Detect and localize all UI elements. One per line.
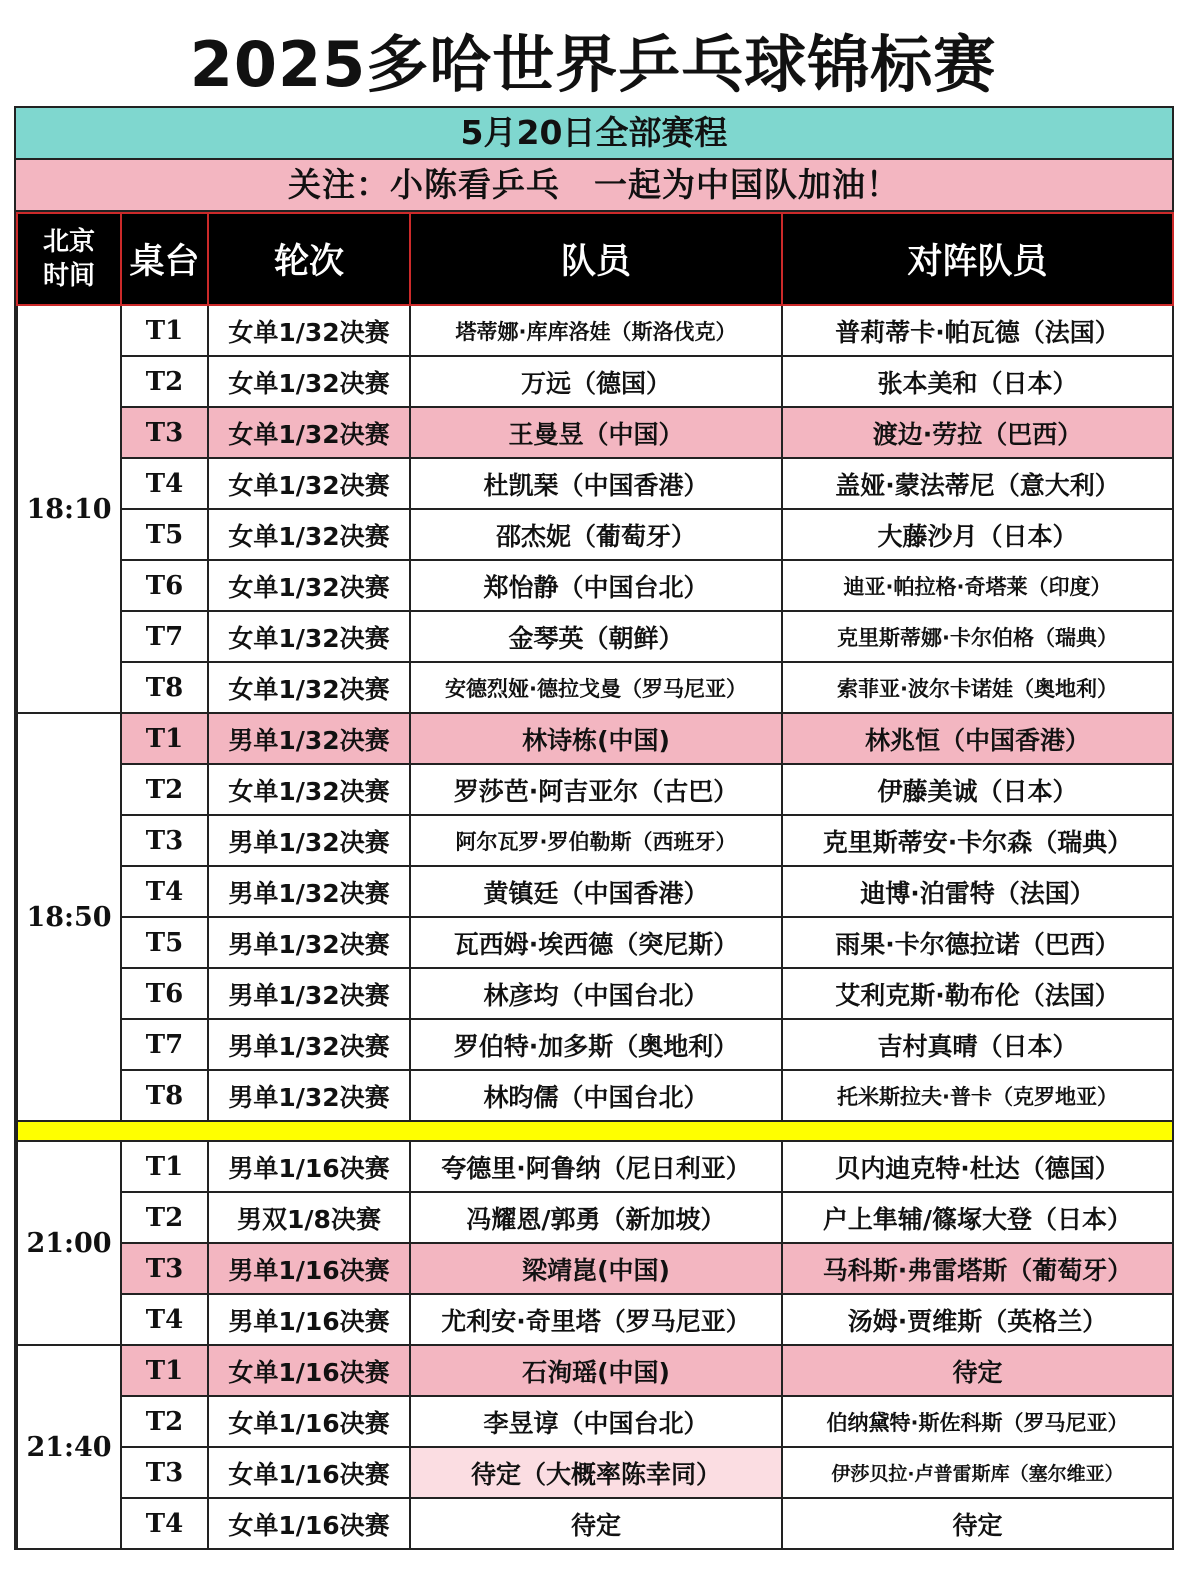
match-opponent: 渡边·劳拉（巴西） [782,407,1173,458]
match-table: T4 [121,866,208,917]
match-player: 郑怡静（中国台北） [410,560,782,611]
match-row [17,611,1173,662]
match-round: 男单1/32决赛 [208,866,410,917]
match-round: 女单1/32决赛 [208,509,410,560]
match-round: 女单1/32决赛 [208,662,410,713]
match-round: 男双1/8决赛 [208,1192,410,1243]
match-round: 女单1/32决赛 [208,305,410,356]
match-player: 石洵瑶(中国) [410,1345,782,1396]
match-player: 杜凯琹（中国香港） [410,458,782,509]
match-player: 罗伯特·加多斯（奥地利） [410,1019,782,1070]
match-player: 尤利安·奇里塔（罗马尼亚） [410,1294,782,1345]
match-table: T2 [121,1396,208,1447]
match-player: 梁靖崑(中国) [410,1243,782,1294]
match-round: 女单1/16决赛 [208,1345,410,1396]
match-player: 邵杰妮（葡萄牙） [410,509,782,560]
header-table: 桌台 [121,213,208,305]
match-table: T7 [121,611,208,662]
match-table: T3 [121,1447,208,1498]
match-round: 男单1/16决赛 [208,1141,410,1192]
match-opponent: 迪亚·帕拉格·奇塔莱（印度） [782,560,1173,611]
match-player: 林诗栋(中国) [410,713,782,764]
match-row [17,1141,1173,1192]
match-row [17,866,1173,917]
match-table: T2 [121,356,208,407]
match-table: T2 [121,1192,208,1243]
match-row [17,509,1173,560]
match-opponent: 伊莎贝拉·卢普雷斯库（塞尔维亚） [782,1447,1173,1498]
header-time-line2: 时间 [42,261,95,291]
section-divider [17,1121,1173,1141]
match-row [17,917,1173,968]
header-time-line1: 北京 [42,227,95,257]
match-player: 待定（大概率陈幸同） [410,1447,782,1498]
match-opponent: 汤姆·贾维斯（英格兰） [782,1294,1173,1345]
match-round: 男单1/32决赛 [208,917,410,968]
match-table: T3 [121,1243,208,1294]
match-row [17,1070,1173,1121]
match-player: 黄镇廷（中国香港） [410,866,782,917]
match-table: T1 [121,713,208,764]
match-player: 夸德里·阿鲁纳（尼日利亚） [410,1141,782,1192]
match-table: T4 [121,1498,208,1549]
match-row [17,662,1173,713]
match-row [17,1396,1173,1447]
schedule-frame [14,106,1174,1550]
match-round: 女单1/16决赛 [208,1447,410,1498]
match-opponent: 克里斯蒂安·卡尔森（瑞典） [782,815,1173,866]
match-row [17,815,1173,866]
match-table: T6 [121,560,208,611]
date-banner: 5月20日全部赛程 [16,108,1172,160]
match-opponent: 托米斯拉夫·普卡（克罗地亚） [782,1070,1173,1121]
match-opponent: 吉村真晴（日本） [782,1019,1173,1070]
match-opponent: 待定 [782,1345,1173,1396]
match-table: T5 [121,509,208,560]
match-opponent: 伊藤美诚（日本） [782,764,1173,815]
match-opponent: 克里斯蒂娜·卡尔伯格（瑞典） [782,611,1173,662]
match-player: 万远（德国） [410,356,782,407]
match-row [17,305,1173,356]
match-round: 男单1/32决赛 [208,1070,410,1121]
match-row [17,968,1173,1019]
match-round: 女单1/32决赛 [208,407,410,458]
match-table: T6 [121,968,208,1019]
match-player: 阿尔瓦罗·罗伯勒斯（西班牙） [410,815,782,866]
match-table: T4 [121,458,208,509]
match-table: T8 [121,662,208,713]
time-slot: 21:00 [17,1141,121,1345]
match-row [17,560,1173,611]
match-opponent: 大藤沙月（日本） [782,509,1173,560]
match-table: T5 [121,917,208,968]
match-opponent: 索菲亚·波尔卡诺娃（奥地利） [782,662,1173,713]
match-table: T7 [121,1019,208,1070]
page-title: 2025多哈世界乒乓球锦标赛 [189,28,997,101]
match-opponent: 艾利克斯·勒布伦（法国） [782,968,1173,1019]
match-player: 林昀儒（中国台北） [410,1070,782,1121]
match-table: T1 [121,305,208,356]
match-opponent: 迪博·泊雷特（法国） [782,866,1173,917]
match-opponent: 贝内迪克特·杜达（德国） [782,1141,1173,1192]
match-opponent: 林兆恒（中国香港） [782,713,1173,764]
notice-banner: 关注：小陈看乒乓 一起为中国队加油！ [16,160,1172,212]
match-row [17,407,1173,458]
match-round: 女单1/32决赛 [208,560,410,611]
match-row [17,1294,1173,1345]
time-slot: 21:40 [17,1345,121,1549]
match-opponent: 雨果·卡尔德拉诺（巴西） [782,917,1173,968]
match-opponent: 盖娅·蒙法蒂尼（意大利） [782,458,1173,509]
header-opponent: 对阵队员 [782,213,1173,305]
time-slot: 18:50 [17,713,121,1121]
match-opponent: 张本美和（日本） [782,356,1173,407]
match-player: 塔蒂娜·库库洛娃（斯洛伐克） [410,305,782,356]
match-round: 男单1/32决赛 [208,968,410,1019]
match-row [17,713,1173,764]
match-table: T4 [121,1294,208,1345]
match-player: 金琴英（朝鲜） [410,611,782,662]
match-player: 冯耀恩/郭勇（新加坡） [410,1192,782,1243]
match-opponent: 普莉蒂卡·帕瓦德（法国） [782,305,1173,356]
match-round: 女单1/32决赛 [208,611,410,662]
match-table: T8 [121,1070,208,1121]
header-player: 队员 [410,213,782,305]
match-table: T3 [121,407,208,458]
match-opponent: 伯纳黛特·斯佐科斯（罗马尼亚） [782,1396,1173,1447]
match-round: 男单1/32决赛 [208,815,410,866]
match-row [17,356,1173,407]
match-row [17,1019,1173,1070]
match-player: 王曼昱（中国） [410,407,782,458]
match-round: 男单1/32决赛 [208,1019,410,1070]
match-player: 罗莎芭·阿吉亚尔（古巴） [410,764,782,815]
match-row [17,1498,1173,1549]
match-player: 安德烈娅·德拉戈曼（罗马尼亚） [410,662,782,713]
match-round: 女单1/16决赛 [208,1498,410,1549]
match-opponent: 待定 [782,1498,1173,1549]
match-round: 男单1/16决赛 [208,1294,410,1345]
match-round: 男单1/32决赛 [208,713,410,764]
match-round: 女单1/32决赛 [208,764,410,815]
match-table: T1 [121,1345,208,1396]
header-time [17,213,121,305]
match-row [17,1192,1173,1243]
match-row [17,1345,1173,1396]
time-slot: 18:10 [17,305,121,713]
match-round: 男单1/16决赛 [208,1243,410,1294]
match-player: 李昱谆（中国台北） [410,1396,782,1447]
match-round: 女单1/32决赛 [208,458,410,509]
match-row [17,1243,1173,1294]
match-row [17,764,1173,815]
match-round: 女单1/16决赛 [208,1396,410,1447]
match-opponent: 马科斯·弗雷塔斯（葡萄牙） [782,1243,1173,1294]
match-player: 瓦西姆·埃西德（突尼斯） [410,917,782,968]
match-round: 女单1/32决赛 [208,356,410,407]
match-opponent: 户上隼辅/篠塚大登（日本） [782,1192,1173,1243]
schedule-body [17,305,1173,1549]
match-row [17,1447,1173,1498]
match-table: T2 [121,764,208,815]
match-player: 待定 [410,1498,782,1549]
schedule-table [16,212,1174,1550]
match-table: T3 [121,815,208,866]
header-round: 轮次 [208,213,410,305]
match-row [17,458,1173,509]
section-divider-bar [17,1121,1173,1141]
match-player: 林彦均（中国台北） [410,968,782,1019]
match-table: T1 [121,1141,208,1192]
header-row [17,213,1173,305]
